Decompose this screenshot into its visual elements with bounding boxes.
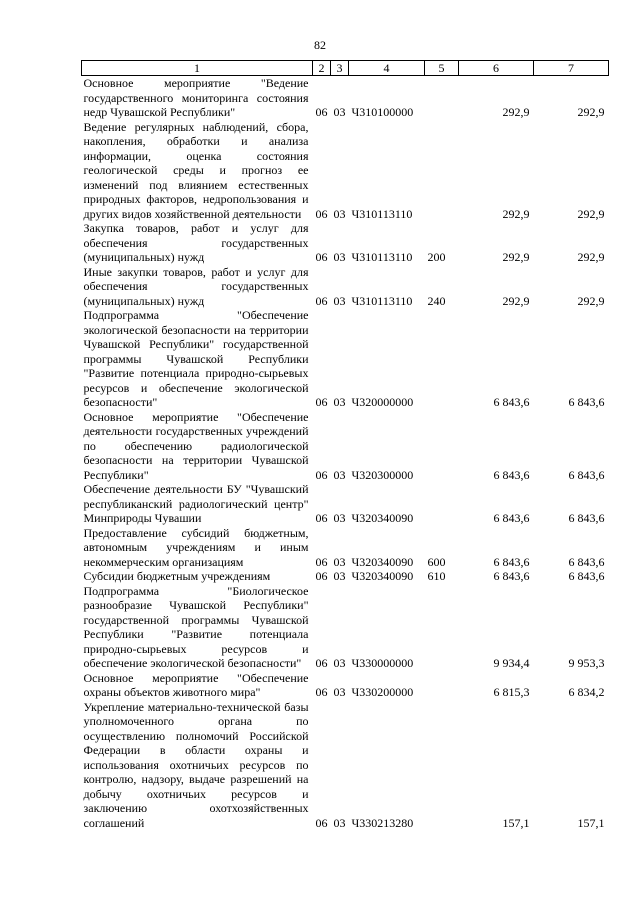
item-name: Основное мероприятие "Обеспечение охраны объектов животного мира": [83, 670, 309, 699]
section-code: 06: [315, 656, 328, 670]
amount-col6: 9 934,4: [493, 656, 530, 670]
amount-col7: 6 843,6: [568, 511, 605, 525]
table-row: [82, 526, 609, 570]
item-name: Иные закупки товаров, работ и услуг для обеспечения государственных (муниципальных) нужд: [83, 264, 309, 308]
column-header: 2: [313, 61, 331, 76]
section-code: 06: [315, 511, 328, 525]
amount-col6: 6 843,6: [493, 554, 530, 569]
expense-type-code: [425, 410, 459, 483]
section-code: 06: [315, 815, 328, 830]
target-article-code: Ч310113110: [351, 250, 413, 264]
item-name: Подпрограмма "Обеспечение экологической безопасности на территории Чувашской Республики" государственной программы Чувашской Республики "Развитие потенциала природно-сырьевых ресурсов и обеспечение экологической безопасности": [83, 308, 309, 409]
subsection-code: 03: [333, 467, 346, 482]
subsection-code: 03: [333, 569, 346, 583]
item-name: Закупка товаров, работ и услуг для обеспечения государственных (муниципальных) нужд: [83, 221, 309, 264]
target-article-code: Ч330200000: [351, 685, 414, 699]
target-article-code: Ч330000000: [351, 656, 414, 670]
column-header: 5: [425, 61, 459, 76]
item-name: Субсидии бюджетным учреждениям: [83, 569, 271, 583]
item-name: Подпрограмма "Биологическое разнообразие Чувашской Республики" государственной программы Чувашской Республики "Развитие потенциала природно-сырьевых ресурсов и обеспечение экологической безопасности": [83, 583, 309, 670]
target-article-code: Ч330213280: [351, 815, 414, 830]
section-code: 06: [315, 395, 328, 409]
target-article-code: Ч320340090: [351, 511, 414, 525]
table-row: [82, 584, 609, 671]
column-header: 1: [82, 61, 313, 76]
expense-type-code: 600: [427, 554, 446, 569]
amount-col7: 292,9: [577, 293, 605, 308]
target-article-code: Ч320340090: [351, 569, 414, 583]
amount-col7: 157,1: [577, 815, 605, 830]
amount-col7: 9 953,3: [568, 656, 605, 670]
amount-col6: 292,9: [502, 250, 530, 264]
amount-col7: 292,9: [577, 250, 605, 264]
amount-col6: 157,1: [502, 815, 530, 830]
subsection-code: 03: [333, 395, 346, 409]
expense-type-code: [425, 482, 459, 526]
subsection-code: 03: [333, 685, 346, 699]
amount-col6: 292,9: [502, 293, 530, 308]
amount-col7: 6 843,6: [568, 395, 605, 409]
table-row: [82, 569, 609, 584]
expense-type-code: 200: [427, 250, 446, 264]
column-header: 3: [331, 61, 349, 76]
amount-col6: 6 815,3: [493, 685, 530, 699]
page-number: 82: [314, 38, 326, 52]
target-article-code: Ч320000000: [351, 395, 414, 409]
amount-col6: 292,9: [502, 206, 530, 221]
subsection-code: 03: [333, 250, 346, 264]
section-code: 06: [315, 206, 328, 221]
target-article-code: Ч310100000: [351, 105, 414, 119]
item-name: Основное мероприятие "Обеспечение деятельности государственных учреждений по обеспечению радиологической безопасности на территории Чувашской Республики": [83, 409, 309, 482]
table-row: [82, 76, 609, 120]
expense-type-code: [425, 308, 459, 410]
target-article-code: Ч310113110: [351, 206, 413, 221]
expense-type-code: [425, 584, 459, 671]
amount-col7: 6 843,6: [568, 554, 605, 569]
section-code: 06: [315, 685, 328, 699]
column-header: 7: [534, 61, 609, 76]
table-row: [82, 265, 609, 309]
subsection-code: 03: [333, 656, 346, 670]
item-name: Обеспечение деятельности БУ "Чувашский республиканский радиологический центр" Минприроды Чувашии: [83, 482, 309, 525]
column-header: 6: [459, 61, 534, 76]
subsection-code: 03: [333, 206, 346, 221]
amount-col7: 292,9: [577, 206, 605, 221]
amount-col7: 6 843,6: [568, 569, 605, 583]
table-row: [82, 308, 609, 410]
amount-col6: 6 843,6: [493, 467, 530, 482]
item-name: Основное мероприятие "Ведение государственного мониторинга состояния недр Чувашской Республики": [83, 76, 309, 119]
expense-type-code: 240: [427, 293, 446, 308]
target-article-code: Ч320340090: [351, 554, 414, 569]
section-code: 06: [315, 554, 328, 569]
item-name: Предоставление субсидий бюджетным, автономным учреждениям и иным некоммерческим организациям: [83, 525, 309, 569]
expense-type-code: [425, 700, 459, 831]
amount-col7: 292,9: [577, 105, 605, 119]
amount-col6: 292,9: [502, 105, 530, 119]
amount-col7: 6 834,2: [568, 685, 605, 699]
amount-col6: 6 843,6: [493, 395, 530, 409]
subsection-code: 03: [333, 293, 346, 308]
subsection-code: 03: [333, 511, 346, 525]
table-row: [82, 221, 609, 265]
target-article-code: Ч310113110: [351, 293, 413, 308]
table-row: [82, 120, 609, 222]
subsection-code: 03: [333, 554, 346, 569]
budget-table: [81, 60, 609, 830]
expense-type-code: 610: [427, 569, 446, 583]
header-row: [82, 61, 609, 76]
item-name: Ведение регулярных наблюдений, сбора, накопления, обработки и анализа информации, оценка состояния геологической среды и прогноз ее изменений под влиянием естественных природных факторов, недропользования и других видов хозяйственной деятельности: [83, 119, 309, 221]
item-name: Укрепление материально-технической базы уполномоченного органа по осуществлению полномочий Российской Федерации в области охраны и использования охотничьих ресурсов по контролю, надзору, выдаче разрешений на добычу охотничьих ресурсов и заключению охотхозяйственных соглашений: [83, 699, 309, 830]
section-code: 06: [315, 105, 328, 119]
expense-type-code: [425, 671, 459, 700]
expense-type-code: [425, 76, 459, 120]
table-row: [82, 410, 609, 483]
subsection-code: 03: [333, 815, 346, 830]
section-code: 06: [315, 467, 328, 482]
table-row: [82, 482, 609, 526]
section-code: 06: [315, 250, 328, 264]
amount-col6: 6 843,6: [493, 511, 530, 525]
section-code: 06: [315, 293, 328, 308]
column-header: 4: [349, 61, 425, 76]
table-row: [82, 671, 609, 700]
expense-type-code: [425, 120, 459, 222]
amount-col7: 6 843,6: [568, 467, 605, 482]
amount-col6: 6 843,6: [493, 569, 530, 583]
target-article-code: Ч320300000: [351, 467, 414, 482]
section-code: 06: [315, 569, 328, 583]
subsection-code: 03: [333, 105, 346, 119]
table-row: [82, 700, 609, 831]
